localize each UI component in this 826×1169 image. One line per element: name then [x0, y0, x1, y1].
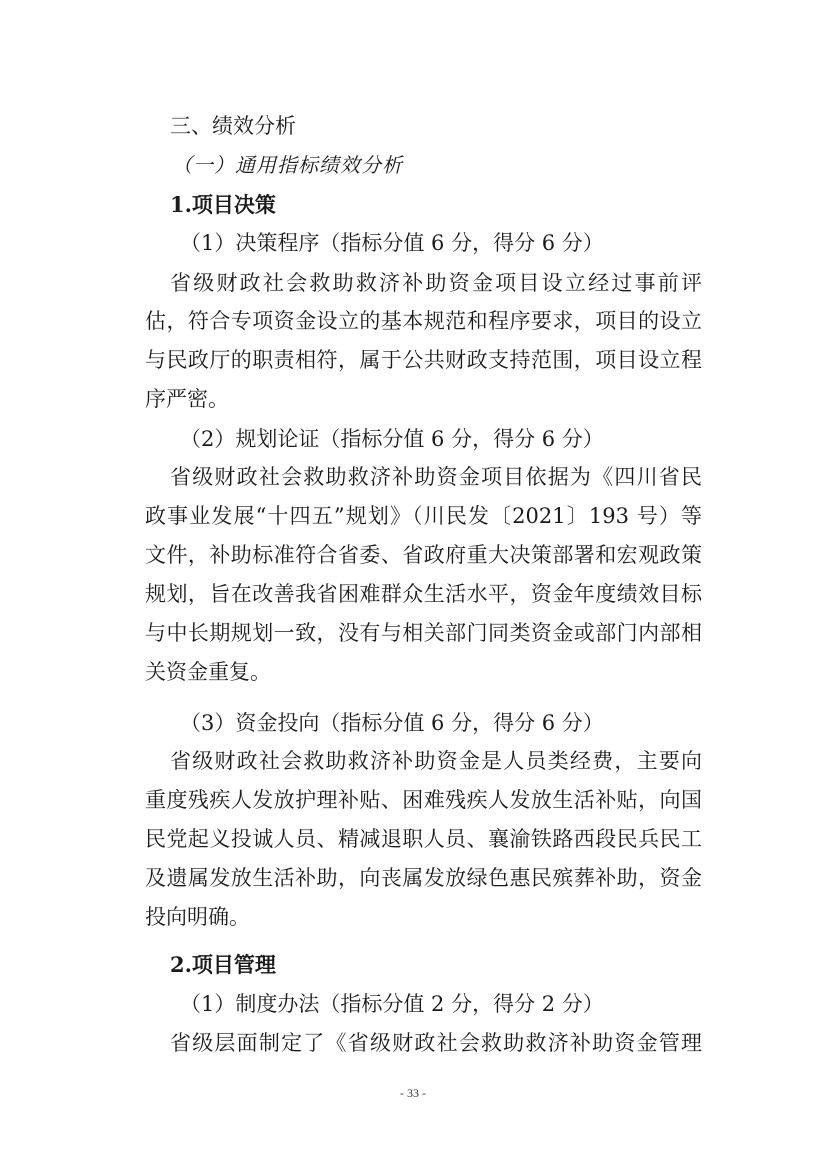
- paragraph-line: 政事业发展“十四五”规划》（川民发〔2021〕193 号）等: [145, 504, 702, 528]
- section-title: 三、绩效分析: [170, 114, 296, 138]
- heading-project-decision: 1.项目决策: [170, 192, 276, 217]
- page-number: - 33 -: [400, 1086, 426, 1100]
- paragraph-line: 省级财政社会救助救济补助资金项目依据为《四川省民: [170, 465, 702, 489]
- paragraph-line: 序严密。: [145, 387, 229, 411]
- paragraph-line: 民党起义投诚人员、精减退职人员、襄渝铁路西段民兵民工: [145, 827, 702, 851]
- paragraph-line: 重度残疾人发放护理补贴、困难残疾人发放生活补贴，向国: [145, 788, 702, 812]
- paragraph-line: 投向明确。: [145, 905, 250, 929]
- paragraph-line: 省级层面制定了《省级财政社会救助救济补助资金管理: [170, 1031, 702, 1055]
- subsection-title: （一）通用指标绩效分析: [172, 153, 403, 177]
- paragraph-line: 估，符合专项资金设立的基本规范和程序要求，项目的设立: [145, 309, 702, 333]
- item-planning-argument-title: （2）规划论证（指标分值 6 分，得分 6 分）: [180, 427, 604, 451]
- paragraph-line: 与民政厅的职责相符，属于公共财政支持范围，项目设立程: [145, 348, 702, 372]
- paragraph-line: 文件，补助标准符合省委、省政府重大决策部署和宏观政策: [145, 543, 702, 567]
- paragraph-line: 关资金重复。: [145, 660, 271, 684]
- item-fund-allocation-title: （3）资金投向（指标分值 6 分，得分 6 分）: [180, 711, 604, 735]
- paragraph-line: 与中长期规划一致，没有与相关部门同类资金或部门内部相: [145, 621, 702, 645]
- paragraph-line: 省级财政社会救助救济补助资金项目设立经过事前评: [170, 271, 702, 295]
- paragraph-line: 及遗属发放生活补助，向丧属发放绿色惠民殡葬补助，资金: [145, 866, 702, 890]
- paragraph-line: 省级财政社会救助救济补助资金是人员类经费，主要向: [170, 749, 702, 773]
- item-decision-procedure-title: （1）决策程序（指标分值 6 分，得分 6 分）: [180, 231, 604, 255]
- heading-project-management: 2.项目管理: [170, 952, 276, 977]
- item-rules-measures-title: （1）制度办法（指标分值 2 分，得分 2 分）: [180, 992, 604, 1016]
- paragraph-line: 规划，旨在改善我省困难群众生活水平，资金年度绩效目标: [145, 582, 702, 606]
